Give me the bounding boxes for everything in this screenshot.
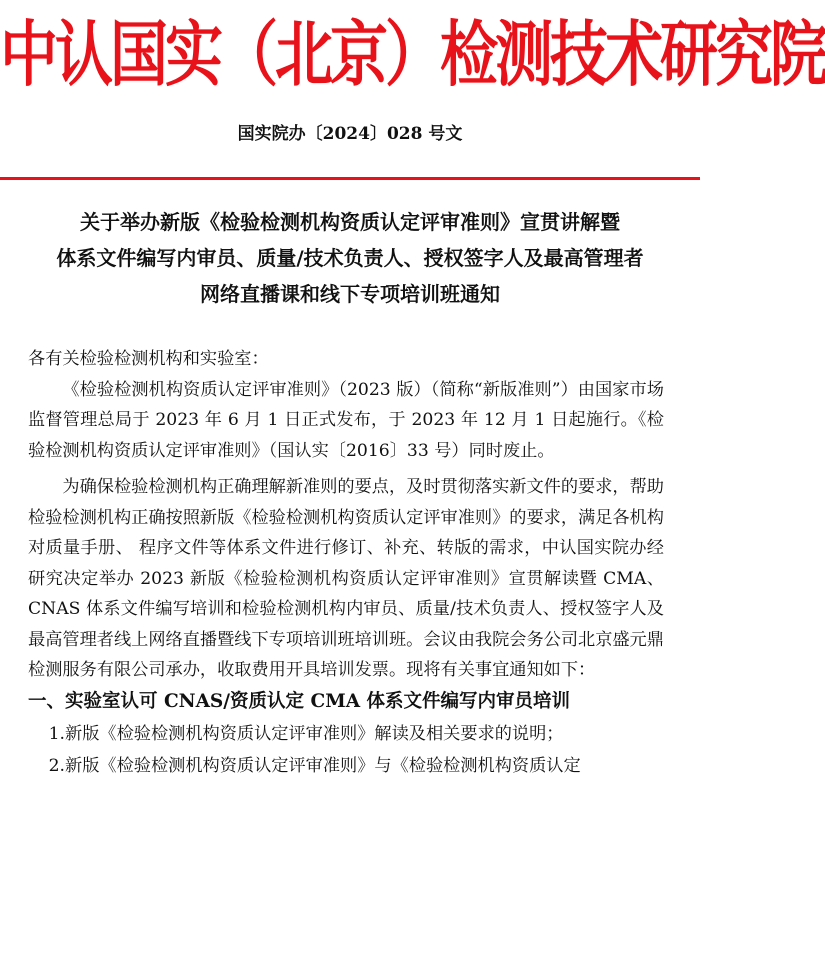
- document-number: 国实院办〔2024〕028 号文: [237, 124, 463, 144]
- masthead-title: 中认国实（北京）检测技术研究院: [0, 12, 825, 96]
- paragraph-2: 为确保检验检测机构正确理解新准则的要点，及时贯彻落实新文件的要求，帮助检验检测机构正确按照新版《检验检测机构资质认定评审准则》的要求，满足各机构对质量手册、 程序文件等体系文件进行修订、补充、转版的需求，中认国实院办经研究决定举办 2023 新版《检验检测机构资质认定评审准则》宣贯解读暨 CMA、CNAS 体系文件编写培训和检验检测机构内审员、质量/技术负责人、授权签字人及最高管理者线上网络直播暨线下专项培训班培训班。会议由我院会务公司北京盛元鼎检测服务有限公司承办，收取费用开具培训发票。现将有关事宜通知如下：: [28, 477, 664, 680]
- list-item-1: 1.新版《检验检测机构资质认定评审准则》解读及相关要求的说明；: [48, 723, 564, 744]
- title-line-2: 体系文件编写内审员、质量/技术负责人、授权签字人及最高管理者: [56, 246, 644, 270]
- section-heading: 一、实验室认可 CNAS/资质认定 CMA 体系文件编写内审员培训: [28, 690, 570, 712]
- red-divider: [0, 177, 700, 180]
- title-line-3: 网络直播课和线下专项培训班通知: [200, 282, 500, 306]
- title-line-1: 关于举办新版《检验检测机构资质认定评审准则》宣贯讲解暨: [80, 210, 620, 234]
- salutation: 各有关检验检测机构和实验室：: [28, 349, 269, 369]
- list-item-2: 2.新版《检验检测机构资质认定评审准则》与《检验检测机构资质认定: [48, 755, 581, 776]
- notice-body: [28, 344, 664, 782]
- notice-title: [0, 204, 700, 312]
- paragraph-1: 《检验检测机构资质认定评审准则》（2023 版）（简称“新版准则”）由国家市场监督管理总局于 2023 年 6 月 1 日正式发布，于 2023 年 12 月 1 日起施行。《检验检测机构资质认定评审准则》（国认实〔2016〕33 号）同时废止。: [28, 379, 664, 461]
